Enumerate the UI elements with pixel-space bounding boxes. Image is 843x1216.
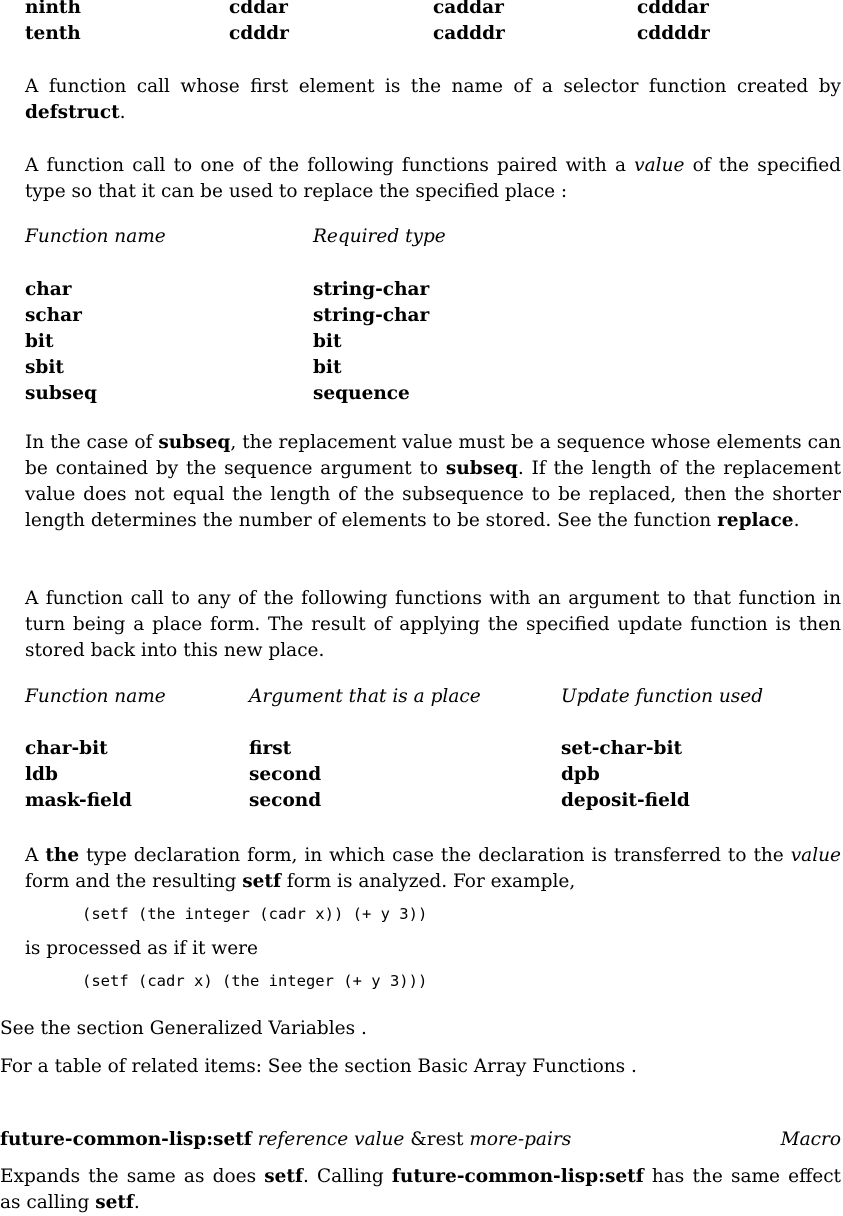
function-name: mask-field: [25, 790, 132, 811]
cxr-cell: cddar: [229, 0, 288, 18]
entry-name: future-common-lisp:setf: [0, 1129, 252, 1150]
paragraph-expands: [0, 1164, 841, 1216]
text: form is analyzed. For example,: [280, 871, 576, 892]
term-setf: setf: [242, 871, 281, 892]
section-link[interactable]: Generalized Variables: [149, 1018, 356, 1039]
entry-args: reference value: [257, 1129, 405, 1150]
cxr-cell: cadddr: [433, 23, 505, 44]
function-name: ldb: [25, 764, 58, 785]
table-row: [25, 764, 841, 790]
required-type: string-char: [313, 279, 430, 300]
entry-kind: Macro: [780, 1129, 841, 1150]
text: .: [355, 1018, 367, 1039]
required-type: bit: [313, 331, 342, 352]
cxr-cell: tenth: [25, 23, 81, 44]
update-function: deposit-field: [561, 790, 690, 811]
text: A function call to one of the following functions paired with a: [25, 155, 635, 176]
text: Expands the same as does: [0, 1166, 265, 1187]
entry-signature: [0, 1127, 571, 1153]
text: type declaration form, in which case the declaration is transferred to the: [79, 845, 791, 866]
entry-args: more-pairs: [469, 1129, 572, 1150]
text: of the specified type so that it can be used to replace the specified: [25, 155, 841, 202]
text: .: [625, 1056, 637, 1077]
function-name: bit: [25, 331, 54, 352]
text: .: [793, 510, 800, 531]
term-subseq: subseq: [158, 432, 231, 453]
function-name: subseq: [25, 383, 97, 404]
text: A: [25, 845, 46, 866]
table-row: [25, 790, 841, 816]
column-header: Argument that is a place: [249, 686, 481, 707]
table-row: [25, 738, 841, 764]
function-name: char-bit: [25, 738, 108, 759]
text: .: [119, 102, 126, 123]
required-type: bit: [313, 357, 342, 378]
code-example: (setf (the integer (cadr x)) (+ y 3)): [82, 905, 428, 923]
text: .: [133, 1192, 140, 1213]
place-ref: place: [504, 181, 556, 202]
code-example: (setf (cadr x) (the integer (+ y 3))): [82, 972, 428, 990]
paragraph-processed: is processed as if it were: [25, 938, 258, 959]
table-header: [25, 686, 841, 712]
place-argument: second: [249, 764, 322, 785]
text: A function call whose first element is the name of a selector function created by: [25, 76, 841, 97]
function-name: char: [25, 279, 72, 300]
column-header: Function name: [25, 226, 166, 247]
table-row: [25, 0, 841, 23]
term-replace: replace: [717, 510, 794, 531]
table-row: [25, 305, 841, 331]
update-function: dpb: [561, 764, 600, 785]
text: form and the resulting: [25, 871, 243, 892]
term-setf: setf: [95, 1192, 134, 1213]
term-future-setf: future-common-lisp:setf: [391, 1166, 644, 1187]
cxr-cell: cdddar: [637, 0, 709, 18]
paragraph-update: [25, 586, 841, 664]
table-row: [25, 357, 841, 383]
cxr-cell: cddddr: [637, 23, 710, 44]
text: See the section: [0, 1018, 150, 1039]
place-argument: second: [249, 790, 322, 811]
column-header: Function name: [25, 686, 166, 707]
see-also-array-functions: [0, 1054, 637, 1080]
paragraph-value: [25, 153, 841, 205]
column-header: Update function used: [561, 686, 764, 707]
term-value: value: [634, 155, 685, 176]
entry-rest-keyword: &rest: [410, 1129, 464, 1150]
term-subseq: subseq: [445, 458, 518, 479]
text: A function call to any of the following functions with an argument to that function in turn being a: [25, 588, 841, 635]
cxr-cell: caddar: [433, 0, 504, 18]
section-link[interactable]: Basic Array Functions: [417, 1056, 626, 1077]
cxr-cell: cdddr: [229, 23, 289, 44]
paragraph-the: [25, 843, 841, 895]
term-defstruct: defstruct: [25, 102, 120, 123]
function-name: sbit: [25, 357, 64, 378]
place-ref: place: [152, 614, 203, 635]
paragraph-subseq: [25, 430, 841, 534]
text: For a table of related items: See the section: [0, 1056, 418, 1077]
required-type: string-char: [313, 305, 430, 326]
text: In the case of: [25, 432, 159, 453]
text: form. The result of applying the specified update function is then stored back into this new place.: [25, 614, 841, 661]
table-row: [25, 279, 841, 305]
update-function: set-char-bit: [561, 738, 683, 759]
function-name: schar: [25, 305, 82, 326]
text: . If the length of the replacement value does not equal the length of the subsequence to be replaced, then the shorter length determines the number of elements to be stored. See the function: [25, 458, 841, 531]
place-argument: first: [249, 738, 292, 759]
text: , the replacement value must be a sequence whose elements can be contained by the sequence argument to: [25, 432, 841, 479]
column-header: Required type: [313, 226, 446, 247]
term-value: value: [790, 845, 841, 866]
table-header: [25, 226, 841, 252]
cxr-cell: ninth: [25, 0, 81, 18]
text: has the same effect as calling: [0, 1166, 841, 1213]
term-the: the: [45, 845, 80, 866]
table-row: [25, 331, 841, 357]
table-row: [25, 23, 841, 49]
see-also-generalized-variables: [0, 1016, 367, 1042]
text: :: [555, 181, 568, 202]
paragraph-defstruct: [25, 74, 841, 126]
text: . Calling: [302, 1166, 392, 1187]
term-setf: setf: [264, 1166, 303, 1187]
table-row: [25, 383, 841, 409]
required-type: sequence: [313, 383, 410, 404]
